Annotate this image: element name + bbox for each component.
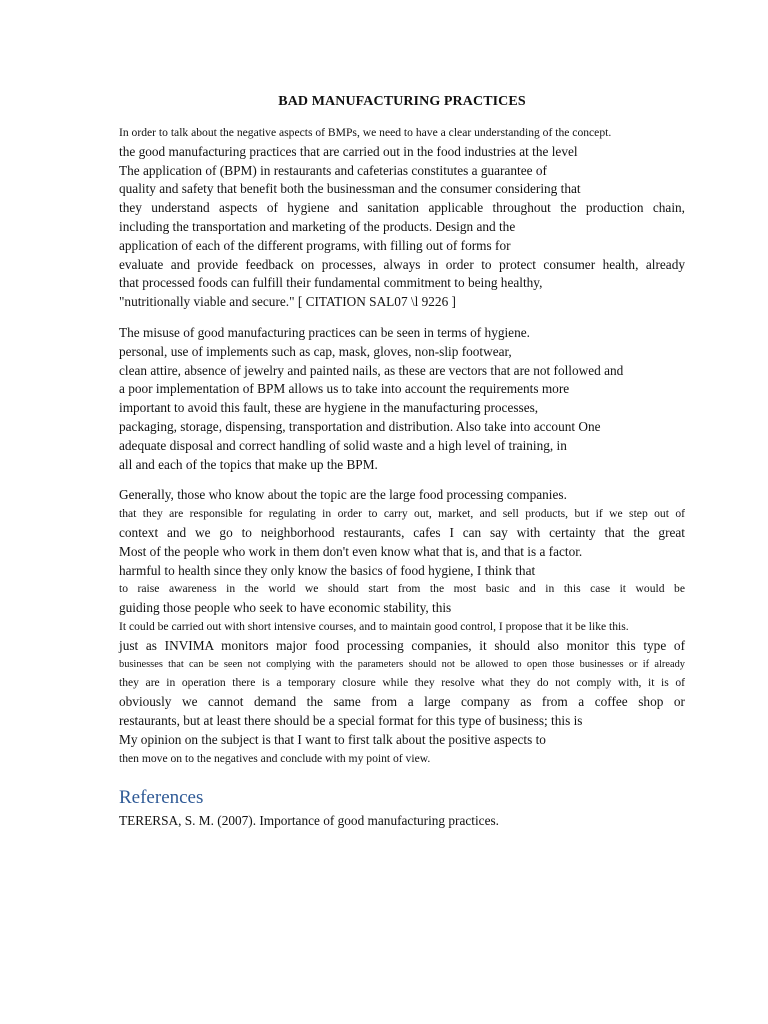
text-line: that processed foods can fulfill their fundamental commitment to being healthy,: [119, 275, 543, 291]
text-line: adequate disposal and correct handling of solid waste and a high level of training, in: [119, 437, 567, 453]
text-line: guiding those people who seek to have economic stability, this: [119, 600, 452, 616]
text-line: quality and safety that benefit both the businessman and the consumer considering that: [119, 181, 581, 197]
text-line: "nutritionally viable and secure." [ CITATION SAL07 \l 9226 ]: [119, 294, 456, 310]
text-line: all and each of the topics that make up the BPM.: [119, 456, 378, 472]
text-line: evaluate and provide feedback on processes, always in order to protect consumer health, already: [119, 256, 685, 272]
document-title: BAD MANUFACTURING PRACTICES: [278, 94, 526, 109]
text-line: personal, use of implements such as cap, mask, gloves, non-slip footwear,: [119, 343, 512, 359]
paragraph: [119, 486, 685, 768]
text-line: obviously we cannot demand the same from a large company as from a coffee shop or: [119, 694, 685, 710]
text-line: clean attire, absence of jewelry and painted nails, as these are vectors that are not followed and: [119, 362, 624, 378]
document-page: [119, 92, 685, 830]
paragraph: [119, 324, 685, 474]
text-line: In order to talk about the negative aspects of BMPs, we need to have a clear understanding of the concept.: [119, 126, 612, 139]
document-body: [119, 124, 685, 768]
text-line: the good manufacturing practices that are carried out in the food industries at the level: [119, 143, 578, 159]
text-line: application of each of the different programs, with filling out of forms for: [119, 237, 511, 253]
text-line: just as INVIMA monitors major food processing companies, it should also monitor this type of: [119, 637, 685, 653]
references-list: [119, 812, 685, 830]
text-line: a poor implementation of BPM allows us to take into account the requirements more: [119, 381, 570, 397]
paragraph: [119, 124, 685, 312]
text-line: they understand aspects of hygiene and sanitation applicable throughout the production chain,: [119, 200, 685, 216]
text-line: important to avoid this fault, these are hygiene in the manufacturing processes,: [119, 400, 539, 416]
text-line: then move on to the negatives and conclude with my point of view.: [119, 751, 431, 765]
text-line: they are in operation there is a temporary closure while they resolve what they do not comply with, it is of: [119, 676, 685, 690]
text-line: including the transportation and marketing of the products. Design and the: [119, 218, 516, 234]
text-line: Generally, those who know about the topic are the large food processing companies.: [119, 487, 567, 503]
text-line: The misuse of good manufacturing practices can be seen in terms of hygiene.: [119, 324, 530, 340]
text-line: that they are responsible for regulating in order to carry out, market, and sell products, but if we step out of: [119, 507, 685, 521]
text-line: to raise awareness in the world we should start from the most basic and in this case it would be: [119, 582, 685, 596]
text-line: restaurants, but at least there should be a special format for this type of business; this is: [119, 712, 583, 728]
text-line: It could be carried out with short intensive courses, and to maintain good control, I propose that it be like this.: [119, 619, 629, 633]
text-line: Most of the people who work in them don't even know what that is, and that is a factor.: [119, 543, 583, 559]
text-line: businesses that can be seen not complying with the parameters should not be allowed to open those businesses or if already: [119, 658, 685, 670]
reference-entry: TERERSA, S. M. (2007). Importance of good manufacturing practices.: [119, 813, 499, 829]
text-line: packaging, storage, dispensing, transportation and distribution. Also take into account One: [119, 418, 601, 434]
references-heading: References: [119, 787, 204, 809]
text-line: The application of (BPM) in restaurants and cafeterias constitutes a guarantee of: [119, 162, 547, 178]
text-line: context and we go to neighborhood restaurants, cafes I can say with certainty that the great: [119, 524, 685, 540]
text-line: My opinion on the subject is that I want to first talk about the positive aspects to: [119, 731, 546, 747]
text-line: harmful to health since they only know the basics of food hygiene, I think that: [119, 562, 536, 578]
